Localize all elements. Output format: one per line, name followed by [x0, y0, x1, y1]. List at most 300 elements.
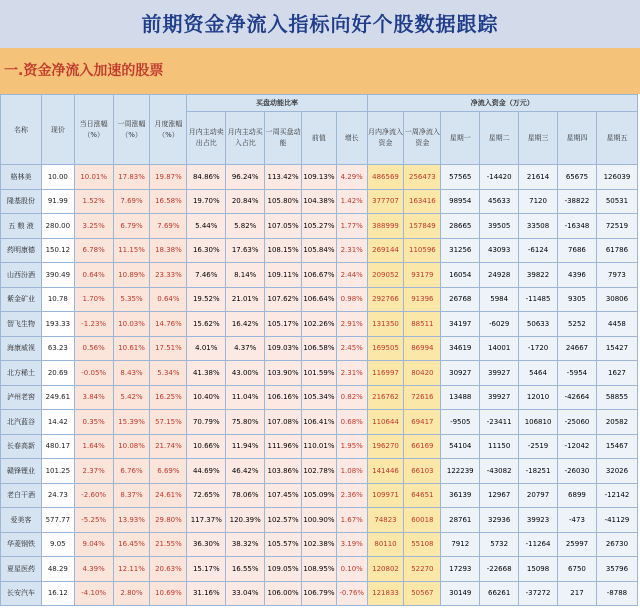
cell-wednesday: 12010 — [519, 385, 558, 410]
table-row — [1, 263, 638, 288]
cell-week-inflow: 52270 — [404, 557, 441, 582]
cell-growth: 0.68% — [336, 410, 367, 435]
header-tuesday: 星期二 — [480, 112, 519, 165]
cell-tuesday: -14420 — [480, 165, 519, 190]
cell-name: 夏星医药 — [1, 557, 42, 582]
cell-week-change: 5.35% — [113, 287, 150, 312]
cell-prev-value: 106.58% — [302, 336, 337, 361]
header-month-sell: 月内主动卖出占比 — [187, 112, 226, 165]
cell-thursday: -16348 — [558, 214, 597, 239]
cell-week-momentum: 111.96% — [265, 434, 302, 459]
cell-week-inflow: 69417 — [404, 410, 441, 435]
cell-friday: 126039 — [596, 165, 637, 190]
cell-week-inflow: 60018 — [404, 508, 441, 533]
cell-week-change: 5.42% — [113, 385, 150, 410]
cell-thursday: -26030 — [558, 459, 597, 484]
cell-price: 193.33 — [41, 312, 74, 337]
header-prev-value: 前值 — [302, 112, 337, 165]
cell-growth: 2.45% — [336, 336, 367, 361]
table-body — [1, 165, 638, 606]
table-row — [1, 214, 638, 239]
cell-month-buy: 20.84% — [226, 189, 265, 214]
cell-monday: 30149 — [441, 581, 480, 606]
cell-month-change: 5.34% — [150, 361, 187, 386]
cell-week-momentum: 107.08% — [265, 410, 302, 435]
cell-day-change: 10.01% — [74, 165, 113, 190]
cell-wednesday: 15098 — [519, 557, 558, 582]
cell-week-inflow: 110596 — [404, 238, 441, 263]
cell-name: 赣锋锂业 — [1, 459, 42, 484]
cell-month-change: 14.76% — [150, 312, 187, 337]
cell-prev-value: 106.67% — [302, 263, 337, 288]
cell-thursday: 217 — [558, 581, 597, 606]
cell-thursday: -12042 — [558, 434, 597, 459]
header-price: 现价 — [41, 95, 74, 165]
table-row — [1, 287, 638, 312]
cell-month-buy: 8.14% — [226, 263, 265, 288]
cell-tuesday: 14001 — [480, 336, 519, 361]
table-row — [1, 581, 638, 606]
cell-week-change: 2.80% — [113, 581, 150, 606]
cell-week-inflow: 64651 — [404, 483, 441, 508]
cell-week-momentum: 102.57% — [265, 508, 302, 533]
cell-prev-value: 104.38% — [302, 189, 337, 214]
cell-name: 华菱钢铁 — [1, 532, 42, 557]
cell-prev-value: 106.64% — [302, 287, 337, 312]
cell-friday: 7973 — [596, 263, 637, 288]
cell-week-momentum: 106.00% — [265, 581, 302, 606]
cell-monday: 31256 — [441, 238, 480, 263]
header-week-change: 一周涨幅（%） — [113, 95, 150, 165]
cell-name: 五 粮 液 — [1, 214, 42, 239]
cell-wednesday: 20797 — [519, 483, 558, 508]
header-group-inflow: 净流入资金（万元） — [367, 95, 637, 112]
cell-week-change: 6.79% — [113, 214, 150, 239]
cell-week-momentum: 103.86% — [265, 459, 302, 484]
table-row — [1, 312, 638, 337]
cell-week-inflow: 55108 — [404, 532, 441, 557]
cell-month-sell: 84.86% — [187, 165, 226, 190]
cell-tuesday: 39927 — [480, 361, 519, 386]
cell-month-buy: 96.24% — [226, 165, 265, 190]
cell-friday: -41129 — [596, 508, 637, 533]
cell-week-momentum: 105.17% — [265, 312, 302, 337]
cell-wednesday: 39923 — [519, 508, 558, 533]
cell-friday: 30806 — [596, 287, 637, 312]
cell-prev-value: 105.27% — [302, 214, 337, 239]
cell-month-buy: 75.80% — [226, 410, 265, 435]
cell-price: 10.78 — [41, 287, 74, 312]
cell-week-change: 15.39% — [113, 410, 150, 435]
cell-month-buy: 21.01% — [226, 287, 265, 312]
cell-wednesday: 39822 — [519, 263, 558, 288]
cell-name: 北汽蓝谷 — [1, 410, 42, 435]
stock-table — [0, 94, 638, 606]
cell-wednesday: 106810 — [519, 410, 558, 435]
cell-price: 14.42 — [41, 410, 74, 435]
table-row — [1, 459, 638, 484]
table-row — [1, 532, 638, 557]
cell-month-inflow: 388999 — [367, 214, 404, 239]
cell-name: 药明康德 — [1, 238, 42, 263]
cell-thursday: 24667 — [558, 336, 597, 361]
cell-growth: -0.76% — [336, 581, 367, 606]
cell-week-change: 8.37% — [113, 483, 150, 508]
cell-thursday: 9305 — [558, 287, 597, 312]
cell-month-sell: 19.70% — [187, 189, 226, 214]
table-row — [1, 361, 638, 386]
cell-tuesday: -23411 — [480, 410, 519, 435]
cell-week-momentum: 105.80% — [265, 189, 302, 214]
cell-week-momentum: 106.16% — [265, 385, 302, 410]
cell-week-inflow: 86994 — [404, 336, 441, 361]
cell-month-sell: 36.30% — [187, 532, 226, 557]
cell-growth: 1.77% — [336, 214, 367, 239]
cell-week-inflow: 157849 — [404, 214, 441, 239]
cell-prev-value: 110.01% — [302, 434, 337, 459]
cell-day-change: 0.64% — [74, 263, 113, 288]
cell-growth: 4.29% — [336, 165, 367, 190]
cell-day-change: 2.37% — [74, 459, 113, 484]
cell-month-buy: 38.32% — [226, 532, 265, 557]
cell-month-buy: 17.63% — [226, 238, 265, 263]
cell-month-change: 23.33% — [150, 263, 187, 288]
cell-month-inflow: 486569 — [367, 165, 404, 190]
cell-month-buy: 43.00% — [226, 361, 265, 386]
cell-price: 480.17 — [41, 434, 74, 459]
cell-thursday: -473 — [558, 508, 597, 533]
header-growth: 增长 — [336, 112, 367, 165]
cell-monday: 26768 — [441, 287, 480, 312]
cell-month-buy: 33.04% — [226, 581, 265, 606]
table-row — [1, 434, 638, 459]
cell-month-change: 16.25% — [150, 385, 187, 410]
cell-week-momentum: 107.45% — [265, 483, 302, 508]
cell-friday: -8788 — [596, 581, 637, 606]
cell-week-momentum: 107.62% — [265, 287, 302, 312]
cell-month-change: 0.64% — [150, 287, 187, 312]
cell-month-sell: 10.66% — [187, 434, 226, 459]
cell-week-change: 16.45% — [113, 532, 150, 557]
cell-week-change: 17.83% — [113, 165, 150, 190]
cell-thursday: -25060 — [558, 410, 597, 435]
cell-monday: 13488 — [441, 385, 480, 410]
cell-month-sell: 5.44% — [187, 214, 226, 239]
table-row — [1, 410, 638, 435]
cell-month-inflow: 209052 — [367, 263, 404, 288]
cell-week-change: 6.76% — [113, 459, 150, 484]
cell-week-change: 10.08% — [113, 434, 150, 459]
cell-week-inflow: 91396 — [404, 287, 441, 312]
cell-monday: 16054 — [441, 263, 480, 288]
cell-week-inflow: 80420 — [404, 361, 441, 386]
cell-prev-value: 102.26% — [302, 312, 337, 337]
cell-prev-value: 105.84% — [302, 238, 337, 263]
cell-monday: 17293 — [441, 557, 480, 582]
cell-monday: 28665 — [441, 214, 480, 239]
section-title: 一.资金净流入加速的股票 — [0, 48, 640, 94]
cell-tuesday: 66261 — [480, 581, 519, 606]
cell-month-inflow: 116997 — [367, 361, 404, 386]
cell-tuesday: 39927 — [480, 385, 519, 410]
cell-month-inflow: 120802 — [367, 557, 404, 582]
cell-month-inflow: 269144 — [367, 238, 404, 263]
cell-monday: 30927 — [441, 361, 480, 386]
cell-wednesday: -37272 — [519, 581, 558, 606]
cell-day-change: 0.35% — [74, 410, 113, 435]
cell-price: 24.73 — [41, 483, 74, 508]
cell-friday: 20582 — [596, 410, 637, 435]
cell-friday: 58855 — [596, 385, 637, 410]
cell-month-inflow: 196270 — [367, 434, 404, 459]
cell-monday: 36139 — [441, 483, 480, 508]
cell-month-inflow: 141446 — [367, 459, 404, 484]
cell-growth: 3.19% — [336, 532, 367, 557]
header-month-buy: 月内主动买入占比 — [226, 112, 265, 165]
cell-name: 北方稀土 — [1, 361, 42, 386]
cell-month-change: 16.58% — [150, 189, 187, 214]
cell-price: 249.61 — [41, 385, 74, 410]
cell-prev-value: 100.90% — [302, 508, 337, 533]
cell-prev-value: 106.79% — [302, 581, 337, 606]
cell-week-inflow: 72616 — [404, 385, 441, 410]
cell-wednesday: 21614 — [519, 165, 558, 190]
cell-month-sell: 15.62% — [187, 312, 226, 337]
cell-day-change: -5.25% — [74, 508, 113, 533]
cell-tuesday: 12967 — [480, 483, 519, 508]
cell-growth: 2.36% — [336, 483, 367, 508]
cell-growth: 0.10% — [336, 557, 367, 582]
cell-tuesday: 43093 — [480, 238, 519, 263]
cell-week-inflow: 50567 — [404, 581, 441, 606]
page-title: 前期资金净流入指标向好个股数据跟踪 — [0, 0, 640, 48]
cell-prev-value: 109.13% — [302, 165, 337, 190]
cell-week-change: 10.61% — [113, 336, 150, 361]
cell-month-sell: 31.16% — [187, 581, 226, 606]
cell-day-change: -4.10% — [74, 581, 113, 606]
cell-week-inflow: 163416 — [404, 189, 441, 214]
cell-wednesday: -1720 — [519, 336, 558, 361]
cell-month-sell: 4.01% — [187, 336, 226, 361]
cell-month-change: 10.69% — [150, 581, 187, 606]
cell-price: 48.29 — [41, 557, 74, 582]
cell-price: 9.05 — [41, 532, 74, 557]
cell-prev-value: 108.95% — [302, 557, 337, 582]
cell-thursday: 5252 — [558, 312, 597, 337]
cell-month-change: 21.74% — [150, 434, 187, 459]
cell-week-inflow: 256473 — [404, 165, 441, 190]
cell-month-change: 21.55% — [150, 532, 187, 557]
cell-week-momentum: 108.15% — [265, 238, 302, 263]
cell-month-inflow: 216762 — [367, 385, 404, 410]
cell-prev-value: 105.09% — [302, 483, 337, 508]
cell-friday: 15467 — [596, 434, 637, 459]
cell-price: 577.77 — [41, 508, 74, 533]
cell-monday: -9505 — [441, 410, 480, 435]
cell-tuesday: 5984 — [480, 287, 519, 312]
cell-day-change: 3.84% — [74, 385, 113, 410]
header-week-momentum: 一周买盘动能 — [265, 112, 302, 165]
cell-month-inflow: 80110 — [367, 532, 404, 557]
cell-thursday: 6899 — [558, 483, 597, 508]
cell-month-inflow: 131350 — [367, 312, 404, 337]
header-wednesday: 星期三 — [519, 112, 558, 165]
cell-wednesday: -6124 — [519, 238, 558, 263]
cell-name: 爱美客 — [1, 508, 42, 533]
cell-month-buy: 78.06% — [226, 483, 265, 508]
header-month-change: 月度涨幅（%） — [150, 95, 187, 165]
cell-prev-value: 101.59% — [302, 361, 337, 386]
cell-friday: 61786 — [596, 238, 637, 263]
cell-week-momentum: 105.57% — [265, 532, 302, 557]
cell-monday: 54104 — [441, 434, 480, 459]
cell-friday: 72519 — [596, 214, 637, 239]
cell-friday: 1627 — [596, 361, 637, 386]
cell-month-inflow: 377707 — [367, 189, 404, 214]
table-row — [1, 483, 638, 508]
cell-month-inflow: 292766 — [367, 287, 404, 312]
cell-week-inflow: 88511 — [404, 312, 441, 337]
cell-day-change: -1.23% — [74, 312, 113, 337]
cell-month-buy: 16.42% — [226, 312, 265, 337]
cell-friday: 50531 — [596, 189, 637, 214]
cell-month-sell: 41.38% — [187, 361, 226, 386]
cell-month-buy: 5.82% — [226, 214, 265, 239]
cell-friday: 4458 — [596, 312, 637, 337]
cell-growth: 1.42% — [336, 189, 367, 214]
cell-day-change: -0.05% — [74, 361, 113, 386]
cell-price: 390.49 — [41, 263, 74, 288]
cell-tuesday: 24928 — [480, 263, 519, 288]
cell-week-change: 10.89% — [113, 263, 150, 288]
cell-day-change: 1.70% — [74, 287, 113, 312]
cell-friday: -12142 — [596, 483, 637, 508]
cell-month-buy: 11.94% — [226, 434, 265, 459]
cell-growth: 0.98% — [336, 287, 367, 312]
cell-tuesday: 5732 — [480, 532, 519, 557]
header-day-change: 当日涨幅（%） — [74, 95, 113, 165]
cell-week-change: 13.93% — [113, 508, 150, 533]
cell-month-inflow: 109971 — [367, 483, 404, 508]
header-name: 名称 — [1, 95, 42, 165]
cell-month-buy: 46.42% — [226, 459, 265, 484]
cell-month-inflow: 74823 — [367, 508, 404, 533]
cell-day-change: 1.64% — [74, 434, 113, 459]
cell-name: 智飞生物 — [1, 312, 42, 337]
cell-month-change: 57.15% — [150, 410, 187, 435]
cell-month-change: 6.69% — [150, 459, 187, 484]
cell-friday: 35796 — [596, 557, 637, 582]
cell-month-change: 24.61% — [150, 483, 187, 508]
cell-wednesday: -18251 — [519, 459, 558, 484]
header-friday: 星期五 — [596, 112, 637, 165]
cell-month-change: 29.80% — [150, 508, 187, 533]
table-row — [1, 165, 638, 190]
cell-wednesday: 5464 — [519, 361, 558, 386]
cell-wednesday: 50633 — [519, 312, 558, 337]
cell-prev-value: 102.38% — [302, 532, 337, 557]
cell-monday: 98954 — [441, 189, 480, 214]
cell-month-sell: 15.17% — [187, 557, 226, 582]
cell-month-sell: 7.46% — [187, 263, 226, 288]
cell-week-change: 11.15% — [113, 238, 150, 263]
cell-thursday: 25997 — [558, 532, 597, 557]
cell-price: 20.69 — [41, 361, 74, 386]
cell-month-sell: 117.37% — [187, 508, 226, 533]
cell-name: 隆基股份 — [1, 189, 42, 214]
cell-month-sell: 72.65% — [187, 483, 226, 508]
cell-thursday: 65675 — [558, 165, 597, 190]
cell-week-momentum: 109.11% — [265, 263, 302, 288]
cell-month-change: 18.38% — [150, 238, 187, 263]
table-row — [1, 336, 638, 361]
cell-month-change: 7.69% — [150, 214, 187, 239]
cell-month-change: 17.51% — [150, 336, 187, 361]
cell-prev-value: 105.34% — [302, 385, 337, 410]
cell-name: 长安汽车 — [1, 581, 42, 606]
cell-friday: 32026 — [596, 459, 637, 484]
cell-tuesday: 32936 — [480, 508, 519, 533]
cell-tuesday: -6029 — [480, 312, 519, 337]
cell-week-momentum: 109.05% — [265, 557, 302, 582]
cell-growth: 1.95% — [336, 434, 367, 459]
cell-day-change: 3.25% — [74, 214, 113, 239]
cell-tuesday: 11150 — [480, 434, 519, 459]
cell-prev-value: 102.78% — [302, 459, 337, 484]
cell-thursday: -5954 — [558, 361, 597, 386]
cell-month-inflow: 110644 — [367, 410, 404, 435]
cell-wednesday: -11485 — [519, 287, 558, 312]
cell-week-inflow: 66169 — [404, 434, 441, 459]
cell-name: 紫金矿业 — [1, 287, 42, 312]
cell-growth: 0.82% — [336, 385, 367, 410]
cell-name: 老白干酒 — [1, 483, 42, 508]
cell-week-momentum: 113.42% — [265, 165, 302, 190]
cell-price: 101.25 — [41, 459, 74, 484]
cell-thursday: -42664 — [558, 385, 597, 410]
cell-day-change: 6.78% — [74, 238, 113, 263]
cell-tuesday: 45633 — [480, 189, 519, 214]
table-row — [1, 189, 638, 214]
cell-monday: 57565 — [441, 165, 480, 190]
cell-wednesday: -11264 — [519, 532, 558, 557]
cell-month-buy: 11.04% — [226, 385, 265, 410]
cell-month-buy: 4.37% — [226, 336, 265, 361]
cell-week-change: 8.43% — [113, 361, 150, 386]
cell-prev-value: 106.41% — [302, 410, 337, 435]
table-row — [1, 508, 638, 533]
cell-month-inflow: 169505 — [367, 336, 404, 361]
cell-name: 山西汾酒 — [1, 263, 42, 288]
cell-day-change: -2.60% — [74, 483, 113, 508]
cell-growth: 2.31% — [336, 361, 367, 386]
cell-week-change: 7.69% — [113, 189, 150, 214]
table-row — [1, 238, 638, 263]
cell-week-momentum: 109.03% — [265, 336, 302, 361]
cell-month-change: 19.87% — [150, 165, 187, 190]
cell-name: 泸州老窖 — [1, 385, 42, 410]
cell-thursday: 7686 — [558, 238, 597, 263]
cell-monday: 34197 — [441, 312, 480, 337]
header-thursday: 星期四 — [558, 112, 597, 165]
cell-month-sell: 19.52% — [187, 287, 226, 312]
cell-wednesday: 33508 — [519, 214, 558, 239]
header-month-inflow: 月内净流入资金 — [367, 112, 404, 165]
cell-thursday: 4396 — [558, 263, 597, 288]
cell-growth: 1.67% — [336, 508, 367, 533]
cell-price: 10.00 — [41, 165, 74, 190]
cell-growth: 1.08% — [336, 459, 367, 484]
